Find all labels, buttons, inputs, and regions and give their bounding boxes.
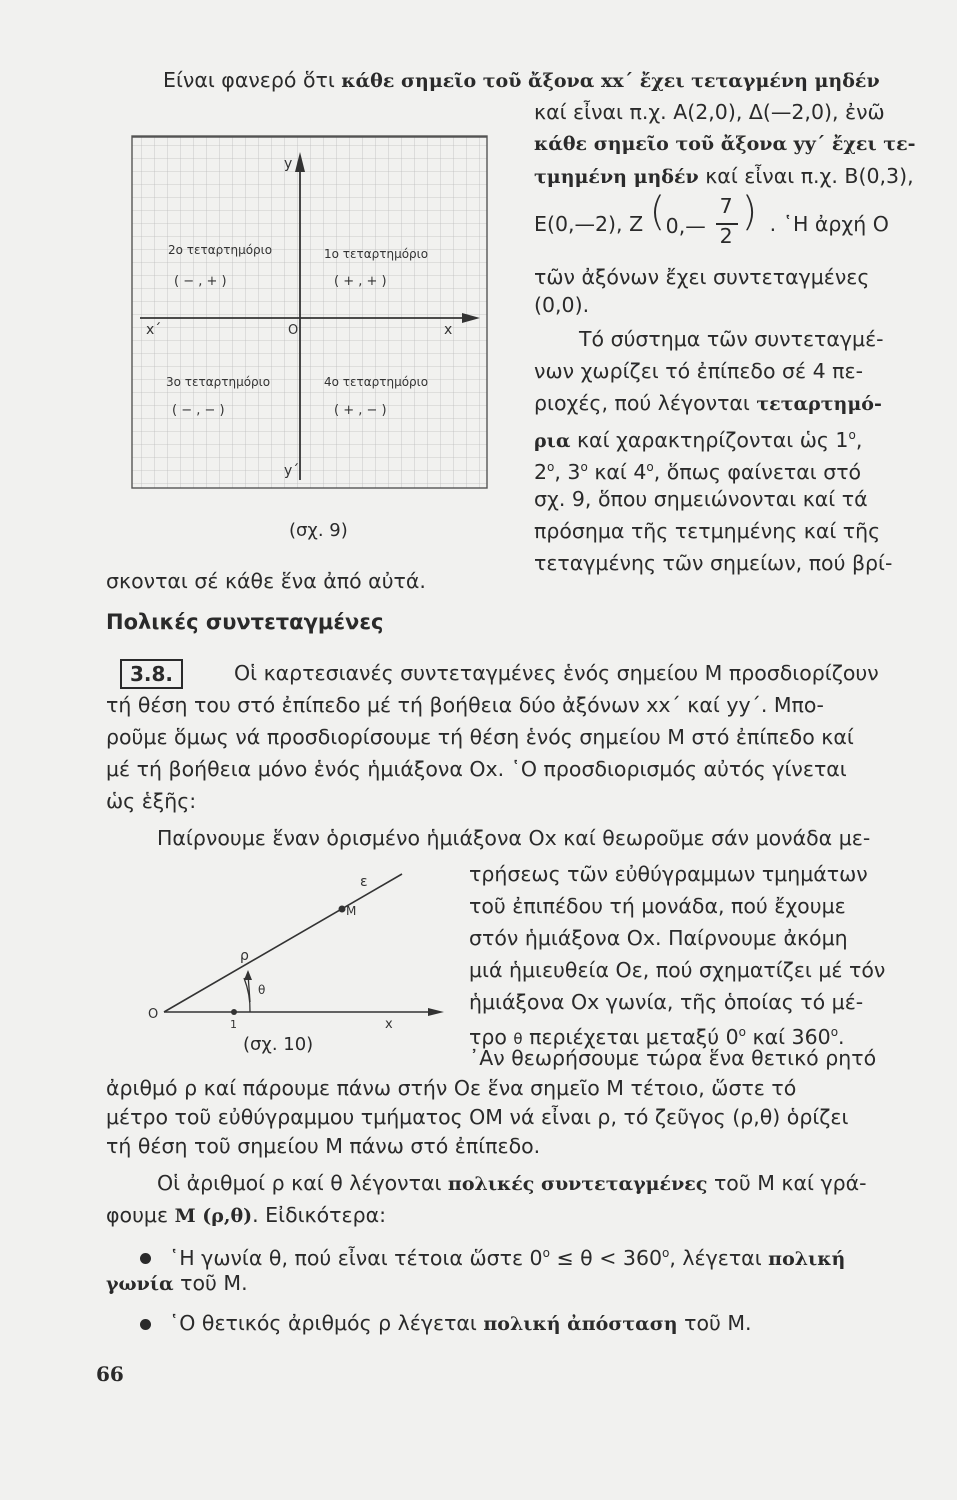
p2-line-10: μέτρο τοῦ εὐθύγραμμου τμήματος ΟΜ νά εἶναι ρ, τό ζεῦγος (ρ,θ) ὁρίζει <box>106 1105 849 1129</box>
section-heading: Πολικές συντεταγμένες <box>106 610 384 634</box>
quadrant-4-title: 4ο τεταρτημόριο <box>324 375 429 389</box>
p2-line-3: τοῦ ἐπιπέδου τή μονάδα, πού ἔχουμε <box>469 894 846 918</box>
p3-line-2: φουμε Μ (ρ,θ). Εἰδικότερα: <box>106 1203 387 1227</box>
p1-line-2: τή θέση του στό ἐπίπεδο μέ τή βοήθεια δύο ἀξόνων xx΄ καί yy΄. Μπο- <box>106 693 824 717</box>
intro-line-5: Ε(0,—2), Ζ ( 0,— 7 2 ) . ῾Η ἀρχή Ο <box>534 205 889 255</box>
bullet-2: ῾Ο θετικός ἀριθμός ρ λέγεται πολική ἀπόσταση τοῦ Μ. <box>140 1308 752 1339</box>
point-m-label: M <box>346 904 357 918</box>
quadrant-4-signs: ( + , − ) <box>334 403 387 418</box>
intro-line-16: σκονται σέ κάθε ἕνα ἀπό αὐτά. <box>106 569 426 593</box>
intro-line-15: τεταγμένης τῶν σημείων, πού βρί- <box>534 551 893 575</box>
p2-line-2: τρήσεως τῶν εὐθύγραμμων τμημάτων <box>469 862 868 886</box>
origin-label: O <box>148 1007 159 1022</box>
quadrant-3-signs: ( − , − ) <box>172 403 225 418</box>
p2-line-9: ἀριθμό ρ καί πάρουμε πάνω στήν Οε ἕνα σημεῖο Μ τέτοιο, ὥστε τό <box>106 1076 797 1100</box>
p2-line-8: ᾽Αν θεωρήσουμε τώρα ἕνα θετικό ρητό <box>469 1046 877 1070</box>
p1-line-5: ὡς ἑξῆς: <box>106 789 197 813</box>
bullet-1-line-2: γωνία τοῦ Μ. <box>106 1271 248 1295</box>
intro-line-4: τμημένη μηδέν καί εἶναι π.χ. Β(0,3), <box>534 164 914 188</box>
unit-label: 1 <box>230 1018 237 1031</box>
intro-line-1: Είναι φανερό ὅτι κάθε σημεῖο τοῦ ἄξονα xx΄ ἔχει τεταγμένη μηδέν <box>163 68 880 92</box>
fraction-numerator: 7 <box>719 194 733 218</box>
bullet-dot <box>140 1319 151 1330</box>
intro-line-9: νων χωρίζει τό ἐπίπεδο σέ 4 πε- <box>534 359 863 383</box>
quadrant-2-signs: ( − , + ) <box>174 274 227 289</box>
p1-line-3: ροῦμε ὅμως νά προσδιορίσουμε τή θέση ἑνός σημείου Μ στό ἐπίπεδο καί <box>106 725 854 749</box>
intro-line-3: κάθε σημεῖο τοῦ ἄξονα yy΄ ἔχει τε- <box>534 133 916 155</box>
p2-line-11: τή θέση τοῦ σημείου Μ πάνω στό ἐπίπεδο. <box>106 1134 541 1158</box>
intro-line-14: πρόσημα τῆς τετμημένης καί τῆς <box>534 519 881 543</box>
p2-line-1: Παίρνουμε ἕναν ὁρισμένο ἡμιάξονα Οx καί θεωροῦμε σάν μονάδα με- <box>157 826 871 850</box>
y-axis-label: y <box>284 156 293 172</box>
intro-line-8: Τό σύστημα τῶν συντεταγμέ- <box>579 327 884 351</box>
ray-oe <box>164 874 402 1012</box>
quadrant-1-title: 1ο τεταρτημόριο <box>324 247 429 261</box>
page-number: 66 <box>96 1362 124 1386</box>
intro-line-2: καί εἶναι π.χ. Α(2,0), Δ(—2,0), ἐνῶ <box>534 100 885 124</box>
polar-axis-arrow <box>428 1008 444 1016</box>
ray-label: ε <box>360 874 368 890</box>
figure-9-caption: (σχ. 9) <box>289 520 348 541</box>
fraction-denominator: 2 <box>719 224 733 248</box>
origin-label: O <box>288 323 299 338</box>
quadrant-2-title: 2ο τεταρτημόριο <box>168 243 273 257</box>
paren-expression: ( 0,— 7 2 ) <box>650 205 770 245</box>
section-number-box: 3.8. <box>120 659 183 689</box>
p2-line-4: στόν ἡμιάξονα Οx. Παίρνουμε ἀκόμη <box>469 926 848 950</box>
angle-arrow-head <box>244 970 252 980</box>
p2-line-5: μιά ἡμιευθεία Οε, πού σχηματίζει μέ τόν <box>469 958 886 982</box>
theta-label: θ <box>258 983 266 997</box>
figure-10-polar <box>140 862 460 1032</box>
quadrant-1-signs: ( + , + ) <box>334 274 387 289</box>
bullet-dot <box>140 1253 151 1264</box>
figure-9-quadrants <box>128 132 493 494</box>
point-m <box>339 906 346 913</box>
intro-line-12: $2^o$, $3^o$ καί $4^o$, ὅπως φαίνεται στό <box>534 459 862 484</box>
bullet-1-line-1: ῾Η γωνία θ, πού εἶναι τέτοια ὥστε $0^o \le \theta < 360^o$, λέγεται πολική <box>140 1238 845 1274</box>
x-axis-label: x <box>444 322 453 338</box>
p1-line-4: μέ τή βοήθεια μόνο ἑνός ἡμιάξονα Οx. ῾Ο προσδιορισμός αὐτός γίνεται <box>106 757 847 781</box>
intro-line-7: (0,0). <box>534 293 590 317</box>
figure-10-caption: (σχ. 10) <box>243 1034 314 1055</box>
intro-line-6: τῶν ἀξόνων ἔχει συντεταγμένες <box>534 265 870 289</box>
intro-line-13: σχ. 9, ὅπου σημειώνονται καί τά <box>534 487 868 511</box>
intro-line-10: ριοχές, πού λέγονται τεταρτημό- <box>534 391 882 415</box>
rho-label: ρ <box>240 948 249 964</box>
x-label: x <box>385 1017 393 1032</box>
unit-point <box>231 1009 237 1015</box>
y-prime-axis-label: y΄ <box>284 463 300 479</box>
x-prime-axis-label: x΄ <box>146 322 162 338</box>
p2-line-7: τρο θ περιέχεται μεταξύ $0^o$ καί $360^o$. <box>469 1024 845 1049</box>
p1-line-1: Οἱ καρτεσιανές συντεταγμένες ἑνός σημείου Μ προσδιορίζουν <box>234 661 879 685</box>
grid-paper <box>132 136 487 488</box>
p2-line-6: ἡμιάξονα Οx γωνία, τῆς ὁποίας τό μέ- <box>469 990 864 1014</box>
p3-line-1: Οἱ ἀριθμοί ρ καί θ λέγονται πολικές συντεταγμένες τοῦ Μ καί γρά- <box>157 1171 867 1195</box>
quadrant-3-title: 3ο τεταρτημόριο <box>166 375 271 389</box>
intro-line-11: ρια καί χαρακτηρίζονται ὡς $1^o$, <box>534 427 863 452</box>
